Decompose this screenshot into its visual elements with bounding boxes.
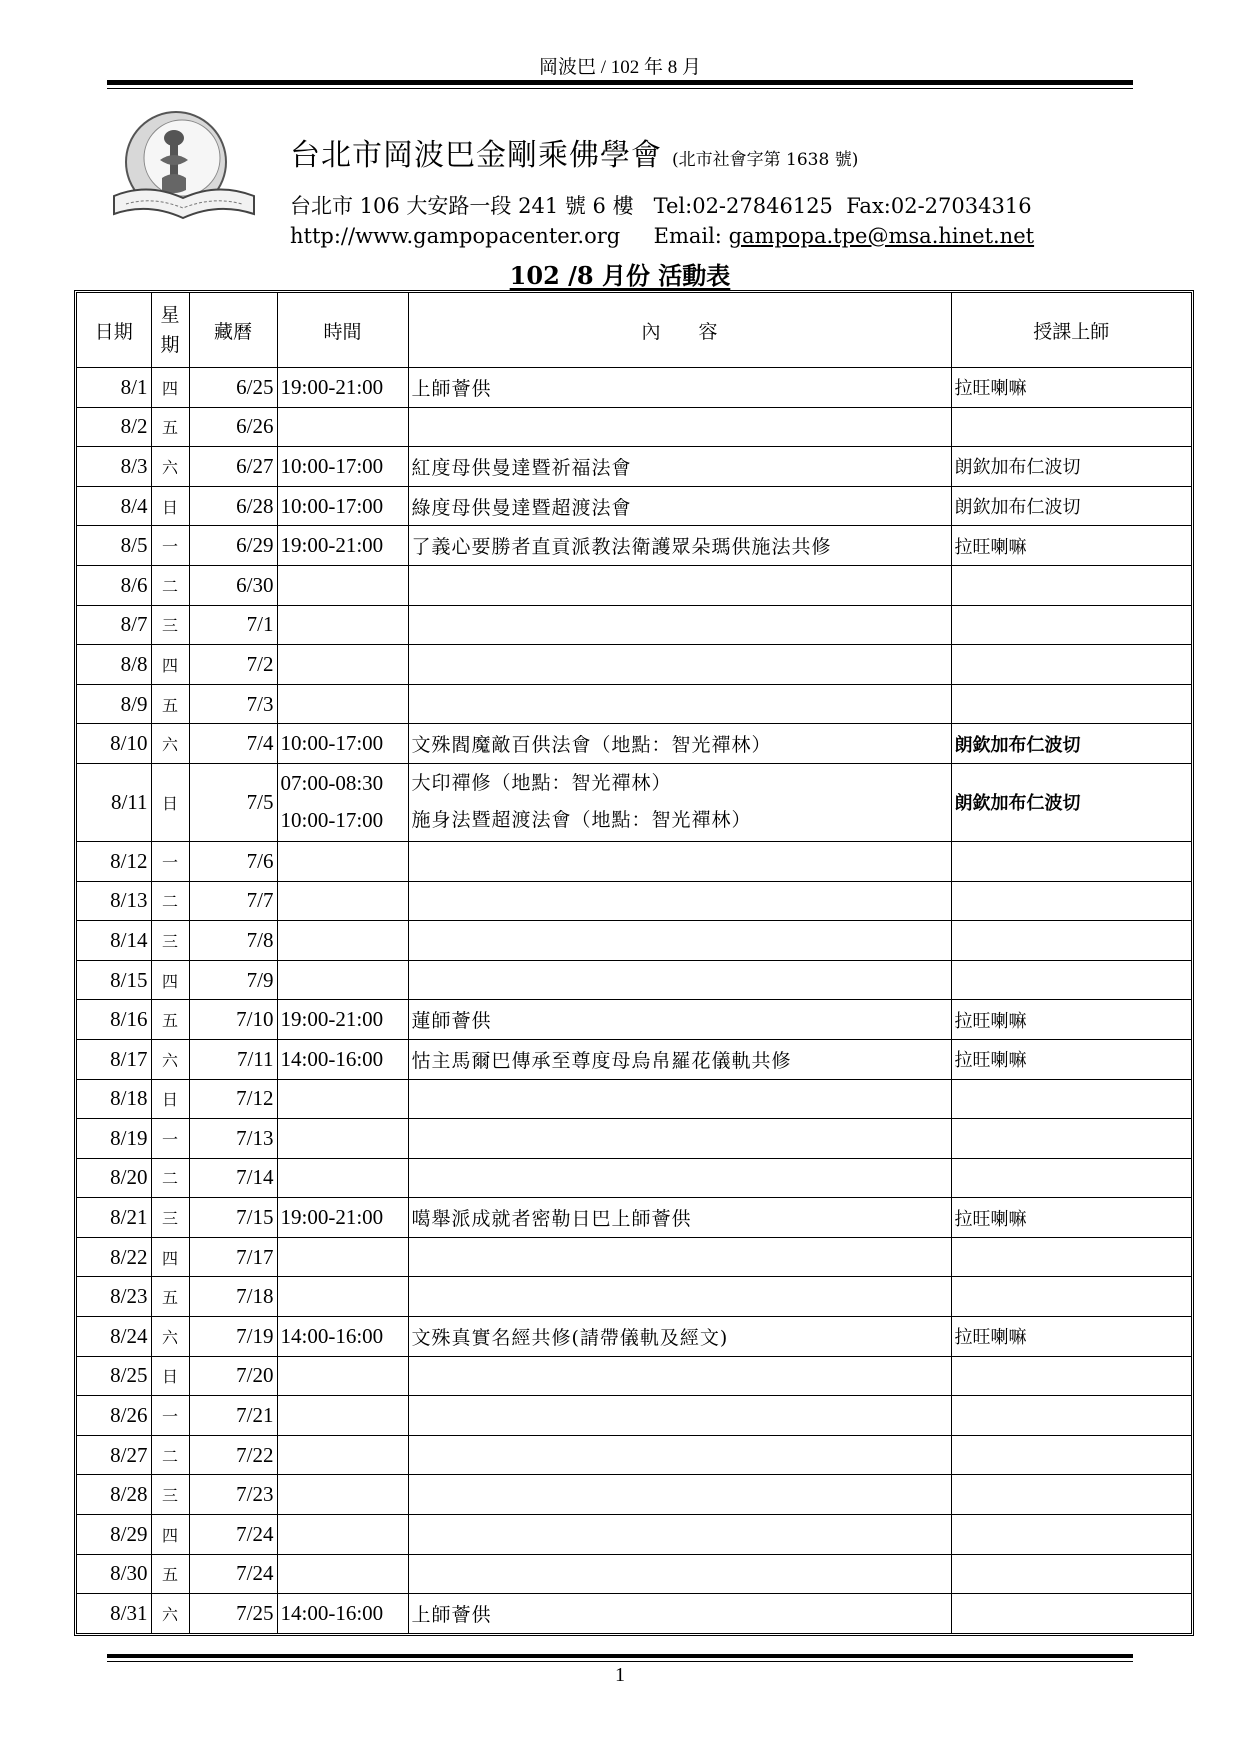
cell-lunar: 6/30 bbox=[189, 565, 277, 605]
cell-time bbox=[277, 1079, 408, 1119]
cell-lunar: 6/28 bbox=[189, 486, 277, 526]
cell-weekday: 四 bbox=[151, 1515, 189, 1555]
cell-time bbox=[277, 407, 408, 447]
contact-line-web bbox=[290, 224, 1034, 248]
cell-content: 綠度母供曼達暨超渡法會 bbox=[408, 486, 951, 526]
cell-weekday: 五 bbox=[151, 1000, 189, 1040]
cell-teacher: 拉旺喇嘛 bbox=[951, 1039, 1191, 1079]
cell-weekday: 一 bbox=[151, 841, 189, 881]
cell-teacher: 拉旺喇嘛 bbox=[951, 1198, 1191, 1238]
contact-line-address bbox=[290, 190, 1032, 220]
time-line-1: 07:00-08:30 bbox=[280, 771, 384, 796]
header-rule bbox=[107, 80, 1133, 85]
header-time: 時間 bbox=[277, 293, 408, 368]
sheet-title-text: 102 /8 月份 活動表 bbox=[509, 261, 731, 290]
cell-date: 8/28 bbox=[77, 1475, 151, 1515]
cell-time: 19:00-21:00 bbox=[277, 526, 408, 566]
header-weekday-1: 星 bbox=[160, 303, 180, 326]
cell-date: 8/11 bbox=[77, 763, 151, 841]
table-row bbox=[77, 1435, 1191, 1475]
table-row bbox=[77, 1515, 1191, 1555]
cell-date: 8/16 bbox=[77, 1000, 151, 1040]
cell-lunar: 7/15 bbox=[189, 1198, 277, 1238]
cell-weekday: 六 bbox=[151, 1594, 189, 1633]
cell-teacher bbox=[951, 881, 1191, 921]
cell-time bbox=[277, 645, 408, 685]
cell-date: 8/14 bbox=[77, 921, 151, 961]
cell-lunar: 7/3 bbox=[189, 684, 277, 724]
cell-teacher bbox=[951, 1396, 1191, 1436]
cell-weekday: 六 bbox=[151, 724, 189, 764]
table-header-row bbox=[77, 293, 1191, 368]
cell-date: 8/5 bbox=[77, 526, 151, 566]
cell-weekday: 三 bbox=[151, 1475, 189, 1515]
content-line-2: 施身法暨超渡法會（地點：智光禪林） bbox=[411, 809, 752, 832]
cell-time bbox=[277, 605, 408, 645]
cell-lunar: 7/10 bbox=[189, 1000, 277, 1040]
telephone: Tel:02-27846125 bbox=[653, 194, 833, 218]
cell-weekday: 二 bbox=[151, 1435, 189, 1475]
cell-time: 10:00-17:00 bbox=[277, 486, 408, 526]
table-row bbox=[77, 1317, 1191, 1357]
cell-teacher: 朗欽加布仁波切 bbox=[951, 763, 1191, 841]
cell-lunar: 7/13 bbox=[189, 1119, 277, 1159]
cell-weekday: 四 bbox=[151, 1237, 189, 1277]
cell-teacher bbox=[951, 1079, 1191, 1119]
table-row bbox=[77, 763, 1191, 841]
cell-content: 紅度母供曼達暨祈福法會 bbox=[408, 447, 951, 487]
cell-time: 19:00-21:00 bbox=[277, 368, 408, 408]
table-row bbox=[77, 921, 1191, 961]
cell-content: 上師薈供 bbox=[408, 368, 951, 408]
cell-teacher: 朗欽加布仁波切 bbox=[951, 724, 1191, 764]
cell-content bbox=[408, 565, 951, 605]
table-row bbox=[77, 960, 1191, 1000]
cell-teacher: 朗欽加布仁波切 bbox=[951, 447, 1191, 487]
cell-content: 上師薈供 bbox=[408, 1594, 951, 1633]
cell-time bbox=[277, 960, 408, 1000]
cell-teacher bbox=[951, 565, 1191, 605]
cell-date: 8/15 bbox=[77, 960, 151, 1000]
cell-content: 文殊閻魔敵百供法會（地點：智光禪林） bbox=[408, 724, 951, 764]
cell-content: 蓮師薈供 bbox=[408, 1000, 951, 1040]
table-row bbox=[77, 645, 1191, 685]
cell-content: 怙主馬爾巴傳承至尊度母烏帛羅花儀軌共修 bbox=[408, 1039, 951, 1079]
cell-teacher bbox=[951, 605, 1191, 645]
cell-lunar: 7/25 bbox=[189, 1594, 277, 1633]
table-row bbox=[77, 1237, 1191, 1277]
cell-lunar: 7/11 bbox=[189, 1039, 277, 1079]
cell-date: 8/17 bbox=[77, 1039, 151, 1079]
cell-time bbox=[277, 1119, 408, 1159]
table-row bbox=[77, 1356, 1191, 1396]
cell-teacher bbox=[951, 407, 1191, 447]
organization-name bbox=[290, 130, 858, 174]
table-row bbox=[77, 486, 1191, 526]
cell-teacher bbox=[951, 1515, 1191, 1555]
cell-weekday: 日 bbox=[151, 763, 189, 841]
page-number: 1 bbox=[615, 1664, 625, 1686]
cell-weekday: 三 bbox=[151, 605, 189, 645]
cell-date: 8/10 bbox=[77, 724, 151, 764]
cell-weekday: 二 bbox=[151, 565, 189, 605]
cell-content: 了義心要勝者直貢派教法衛護眾朵瑪供施法共修 bbox=[408, 526, 951, 566]
table-row bbox=[77, 565, 1191, 605]
cell-time bbox=[277, 1396, 408, 1436]
cell-weekday: 二 bbox=[151, 881, 189, 921]
cell-teacher bbox=[951, 921, 1191, 961]
cell-lunar: 6/27 bbox=[189, 447, 277, 487]
table-row bbox=[77, 368, 1191, 408]
header-date: 日期 bbox=[77, 293, 151, 368]
table-row bbox=[77, 1554, 1191, 1594]
cell-lunar: 7/4 bbox=[189, 724, 277, 764]
cell-time bbox=[277, 1237, 408, 1277]
cell-time bbox=[277, 881, 408, 921]
cell-content bbox=[408, 763, 951, 841]
fax: Fax:02-27034316 bbox=[846, 194, 1032, 218]
cell-lunar: 7/7 bbox=[189, 881, 277, 921]
cell-lunar: 7/9 bbox=[189, 960, 277, 1000]
cell-date: 8/26 bbox=[77, 1396, 151, 1436]
cell-weekday: 四 bbox=[151, 368, 189, 408]
cell-date: 8/30 bbox=[77, 1554, 151, 1594]
cell-date: 8/2 bbox=[77, 407, 151, 447]
cell-content bbox=[408, 1356, 951, 1396]
cell-date: 8/22 bbox=[77, 1237, 151, 1277]
website-link[interactable]: http://www.gampopacenter.org bbox=[290, 224, 621, 248]
cell-weekday: 六 bbox=[151, 1317, 189, 1357]
cell-weekday: 五 bbox=[151, 684, 189, 724]
email-label: Email: bbox=[653, 224, 722, 248]
cell-date: 8/21 bbox=[77, 1198, 151, 1238]
cell-teacher bbox=[951, 645, 1191, 685]
cell-teacher bbox=[951, 1435, 1191, 1475]
cell-lunar: 7/8 bbox=[189, 921, 277, 961]
cell-time: 14:00-16:00 bbox=[277, 1039, 408, 1079]
cell-weekday: 四 bbox=[151, 960, 189, 1000]
registration-number: (北市社會字第 1638 號) bbox=[672, 150, 859, 170]
cell-time: 19:00-21:00 bbox=[277, 1000, 408, 1040]
cell-teacher bbox=[951, 1237, 1191, 1277]
cell-time bbox=[277, 1475, 408, 1515]
cell-content: 噶舉派成就者密勒日巴上師薈供 bbox=[408, 1198, 951, 1238]
cell-content bbox=[408, 921, 951, 961]
cell-teacher bbox=[951, 1475, 1191, 1515]
cell-time bbox=[277, 1277, 408, 1317]
cell-date: 8/18 bbox=[77, 1079, 151, 1119]
table-row bbox=[77, 1594, 1191, 1633]
cell-weekday: 一 bbox=[151, 1119, 189, 1159]
cell-lunar: 7/24 bbox=[189, 1515, 277, 1555]
cell-content bbox=[408, 605, 951, 645]
schedule-table bbox=[77, 293, 1191, 1633]
cell-content: 文殊真實名經共修(請帶儀軌及經文) bbox=[408, 1317, 951, 1357]
cell-content bbox=[408, 645, 951, 685]
cell-content bbox=[408, 1515, 951, 1555]
cell-content bbox=[408, 960, 951, 1000]
table-row bbox=[77, 1158, 1191, 1198]
cell-weekday: 五 bbox=[151, 1554, 189, 1594]
cell-date: 8/9 bbox=[77, 684, 151, 724]
cell-teacher bbox=[951, 1119, 1191, 1159]
cell-weekday: 二 bbox=[151, 1158, 189, 1198]
cell-lunar: 7/23 bbox=[189, 1475, 277, 1515]
cell-date: 8/23 bbox=[77, 1277, 151, 1317]
cell-weekday: 一 bbox=[151, 526, 189, 566]
cell-content bbox=[408, 1158, 951, 1198]
table-row bbox=[77, 1079, 1191, 1119]
schedule-body bbox=[77, 368, 1191, 1633]
cell-teacher bbox=[951, 841, 1191, 881]
cell-date: 8/27 bbox=[77, 1435, 151, 1475]
table-row bbox=[77, 1000, 1191, 1040]
cell-teacher: 朗欽加布仁波切 bbox=[951, 486, 1191, 526]
cell-teacher bbox=[951, 960, 1191, 1000]
cell-lunar: 7/2 bbox=[189, 645, 277, 685]
cell-teacher bbox=[951, 1594, 1191, 1633]
cell-time bbox=[277, 1356, 408, 1396]
cell-lunar: 7/1 bbox=[189, 605, 277, 645]
table-row bbox=[77, 1039, 1191, 1079]
cell-teacher bbox=[951, 1356, 1191, 1396]
cell-lunar: 7/12 bbox=[189, 1079, 277, 1119]
table-row bbox=[77, 1119, 1191, 1159]
table-row bbox=[77, 881, 1191, 921]
cell-content bbox=[408, 684, 951, 724]
cell-teacher: 拉旺喇嘛 bbox=[951, 1317, 1191, 1357]
cell-weekday: 三 bbox=[151, 1198, 189, 1238]
cell-content bbox=[408, 1435, 951, 1475]
header-weekday bbox=[151, 293, 189, 368]
cell-date: 8/13 bbox=[77, 881, 151, 921]
cell-teacher: 拉旺喇嘛 bbox=[951, 1000, 1191, 1040]
cell-weekday: 五 bbox=[151, 407, 189, 447]
cell-content bbox=[408, 881, 951, 921]
cell-time: 14:00-16:00 bbox=[277, 1594, 408, 1633]
table-row bbox=[77, 1396, 1191, 1436]
cell-lunar: 7/14 bbox=[189, 1158, 277, 1198]
cell-time bbox=[277, 1554, 408, 1594]
header-rule-thin bbox=[107, 88, 1133, 89]
table-row bbox=[77, 684, 1191, 724]
cell-lunar: 7/18 bbox=[189, 1277, 277, 1317]
cell-time bbox=[277, 1515, 408, 1555]
cell-time bbox=[277, 684, 408, 724]
cell-content bbox=[408, 841, 951, 881]
cell-date: 8/3 bbox=[77, 447, 151, 487]
address: 台北市 106 大安路一段 241 號 6 樓 bbox=[290, 194, 634, 218]
table-row bbox=[77, 841, 1191, 881]
table-row bbox=[77, 1277, 1191, 1317]
cell-date: 8/12 bbox=[77, 841, 151, 881]
cell-weekday: 日 bbox=[151, 486, 189, 526]
footer-rule bbox=[107, 1654, 1133, 1658]
cell-lunar: 7/5 bbox=[189, 763, 277, 841]
cell-content bbox=[408, 1554, 951, 1594]
cell-content bbox=[408, 1396, 951, 1436]
cell-teacher bbox=[951, 684, 1191, 724]
cell-content bbox=[408, 1277, 951, 1317]
cell-teacher bbox=[951, 1158, 1191, 1198]
cell-time bbox=[277, 565, 408, 605]
cell-weekday: 六 bbox=[151, 447, 189, 487]
cell-weekday: 四 bbox=[151, 645, 189, 685]
cell-weekday: 日 bbox=[151, 1356, 189, 1396]
cell-date: 8/24 bbox=[77, 1317, 151, 1357]
schedule-table-frame bbox=[74, 290, 1194, 1636]
cell-time: 10:00-17:00 bbox=[277, 724, 408, 764]
table-row bbox=[77, 1475, 1191, 1515]
cell-lunar: 7/19 bbox=[189, 1317, 277, 1357]
cell-weekday: 五 bbox=[151, 1277, 189, 1317]
cell-teacher: 拉旺喇嘛 bbox=[951, 526, 1191, 566]
cell-time: 10:00-17:00 bbox=[277, 447, 408, 487]
cell-weekday: 三 bbox=[151, 921, 189, 961]
table-row bbox=[77, 447, 1191, 487]
cell-time bbox=[277, 921, 408, 961]
cell-teacher bbox=[951, 1277, 1191, 1317]
cell-date: 8/6 bbox=[77, 565, 151, 605]
time-line-2: 10:00-17:00 bbox=[280, 808, 384, 833]
cell-date: 8/31 bbox=[77, 1594, 151, 1633]
cell-content bbox=[408, 1237, 951, 1277]
cell-lunar: 7/20 bbox=[189, 1356, 277, 1396]
cell-date: 8/20 bbox=[77, 1158, 151, 1198]
email-link[interactable]: gampopa.tpe@msa.hinet.net bbox=[728, 224, 1035, 248]
cell-content bbox=[408, 1119, 951, 1159]
header-weekday-2: 期 bbox=[160, 334, 180, 356]
cell-date: 8/25 bbox=[77, 1356, 151, 1396]
cell-lunar: 7/24 bbox=[189, 1554, 277, 1594]
cell-date: 8/7 bbox=[77, 605, 151, 645]
cell-date: 8/1 bbox=[77, 368, 151, 408]
cell-time bbox=[277, 1435, 408, 1475]
header-lunar: 藏曆 bbox=[189, 293, 277, 368]
table-row bbox=[77, 526, 1191, 566]
cell-time: 19:00-21:00 bbox=[277, 1198, 408, 1238]
running-header: 岡波巴 / 102 年 8 月 bbox=[538, 57, 702, 78]
cell-weekday: 六 bbox=[151, 1039, 189, 1079]
cell-time bbox=[277, 841, 408, 881]
table-row bbox=[77, 407, 1191, 447]
cell-lunar: 6/26 bbox=[189, 407, 277, 447]
cell-lunar: 7/22 bbox=[189, 1435, 277, 1475]
footer-rule-thin bbox=[107, 1661, 1133, 1662]
table-row bbox=[77, 724, 1191, 764]
cell-date: 8/4 bbox=[77, 486, 151, 526]
cell-date: 8/29 bbox=[77, 1515, 151, 1555]
cell-lunar: 7/17 bbox=[189, 1237, 277, 1277]
cell-date: 8/8 bbox=[77, 645, 151, 685]
cell-lunar: 7/6 bbox=[189, 841, 277, 881]
cell-teacher bbox=[951, 1554, 1191, 1594]
cell-lunar: 6/29 bbox=[189, 526, 277, 566]
cell-content bbox=[408, 407, 951, 447]
cell-date: 8/19 bbox=[77, 1119, 151, 1159]
cell-lunar: 7/21 bbox=[189, 1396, 277, 1436]
organization-name-text: 台北市岡波巴金剛乘佛學會 bbox=[290, 138, 662, 173]
header-content: 內 容 bbox=[408, 293, 951, 368]
cell-time: 14:00-16:00 bbox=[277, 1317, 408, 1357]
cell-weekday: 日 bbox=[151, 1079, 189, 1119]
cell-content bbox=[408, 1475, 951, 1515]
content-line-1: 大印禪修（地點：智光禪林） bbox=[411, 772, 672, 795]
cell-lunar: 6/25 bbox=[189, 368, 277, 408]
cell-time bbox=[277, 763, 408, 841]
header-teacher: 授課上師 bbox=[951, 293, 1191, 368]
cell-content bbox=[408, 1079, 951, 1119]
table-row bbox=[77, 605, 1191, 645]
cell-teacher: 拉旺喇嘛 bbox=[951, 368, 1191, 408]
organization-logo bbox=[108, 104, 258, 234]
table-row bbox=[77, 1198, 1191, 1238]
sheet-title bbox=[0, 256, 1240, 291]
cell-time bbox=[277, 1158, 408, 1198]
cell-weekday: 一 bbox=[151, 1396, 189, 1436]
